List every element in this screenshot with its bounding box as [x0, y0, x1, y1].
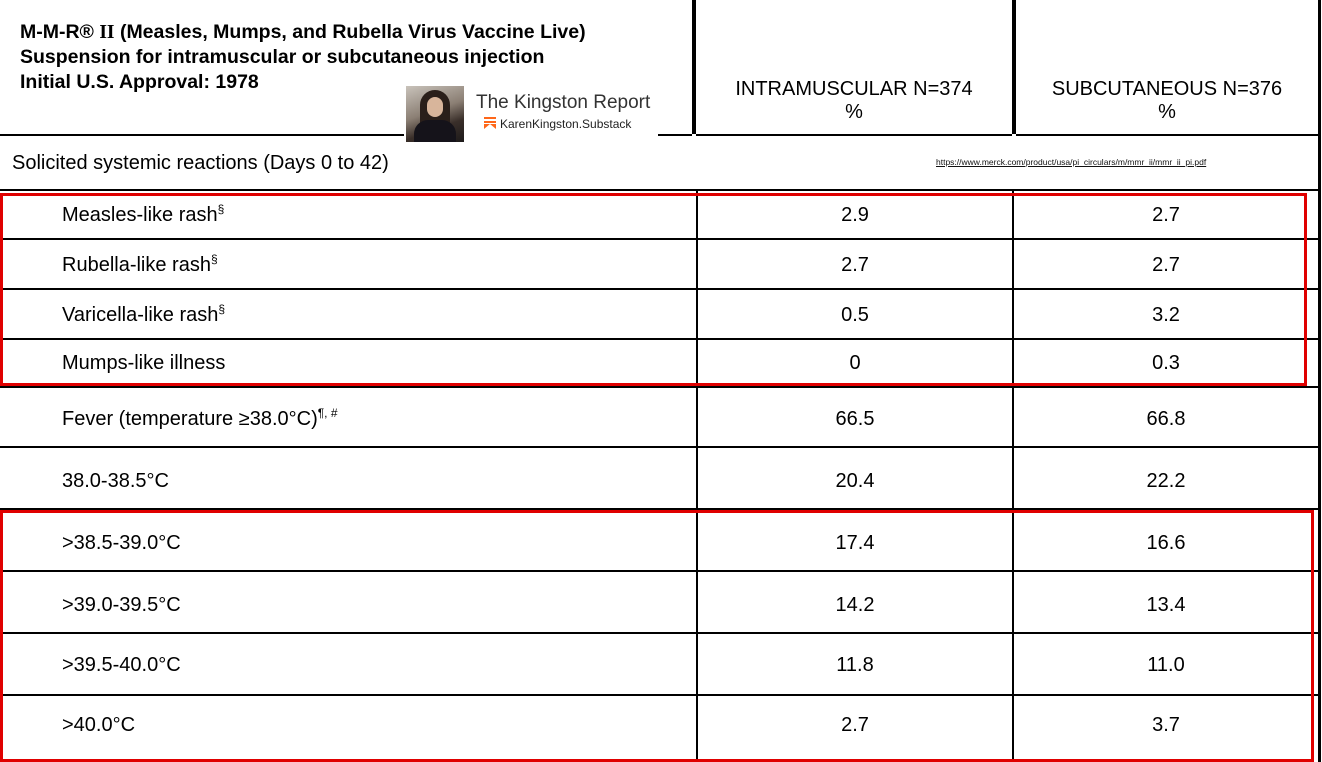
subcutaneous-value: 2.7: [1152, 254, 1180, 276]
badge-subtitle: KarenKingston.Substack: [484, 117, 631, 131]
subcutaneous-value: 16.6: [1146, 532, 1186, 554]
subcutaneous-value: 0.3: [1152, 352, 1180, 374]
subcutaneous-value: 11.0: [1147, 654, 1185, 676]
subcutaneous-value: 3.2: [1152, 304, 1180, 326]
intramuscular-value: 2.7: [841, 714, 869, 736]
section-heading: Solicited systemic reactions (Days 0 to 42): [12, 152, 389, 174]
row-label: Fever (temperature ≥38.0°C)¶, #: [62, 406, 338, 430]
row-label: >38.5-39.0°C: [62, 532, 181, 554]
table-row: [0, 388, 1318, 446]
column-header-subcutaneous-unit: %: [1158, 101, 1176, 123]
title-roman-numeral: II: [99, 22, 115, 43]
column-header-intramuscular-label: INTRAMUSCULAR N=374: [735, 78, 973, 100]
subcutaneous-value: 66.8: [1146, 408, 1186, 430]
row-label: 38.0-38.5°C: [62, 470, 169, 492]
table-row: [0, 448, 1318, 508]
column-divider: [692, 0, 696, 134]
row-label: >39.0-39.5°C: [62, 594, 181, 616]
column-header-intramuscular: [696, 0, 1012, 136]
title-line-3: Initial U.S. Approval: 1978: [20, 71, 259, 93]
column-header-intramuscular-unit: %: [845, 101, 863, 123]
source-url: https://www.merck.com/product/usa/pi_circulars/m/mmr_ii/mmr_ii_pi.pdf: [936, 157, 1207, 167]
subcutaneous-value: 2.7: [1152, 204, 1180, 226]
column-divider: [1012, 0, 1016, 134]
intramuscular-value: 2.7: [841, 254, 869, 276]
bookmark-icon: [484, 117, 496, 129]
badge-name: The Kingston Report: [476, 92, 651, 113]
table-right-border: [1318, 0, 1321, 762]
intramuscular-value: 0: [849, 352, 861, 374]
row-label: Measles-like rash§: [62, 202, 225, 226]
high-fever-rows-highlight-box: [0, 510, 1314, 762]
intramuscular-value: 11.8: [836, 654, 874, 676]
author-photo: [406, 86, 464, 142]
intramuscular-value: 2.9: [841, 204, 869, 226]
row-label: Varicella-like rash§: [62, 302, 226, 326]
row-label: Rubella-like rash§: [62, 252, 218, 276]
intramuscular-value: 17.4: [835, 532, 875, 554]
column-header-subcutaneous-label: SUBCUTANEOUS N=376: [1051, 78, 1283, 100]
subcutaneous-value: 3.7: [1152, 714, 1180, 736]
intramuscular-value: 14.2: [835, 594, 875, 616]
kingston-report-badge: [404, 84, 658, 142]
intramuscular-value: 0.5: [841, 304, 869, 326]
subcutaneous-value: 13.4: [1146, 594, 1186, 616]
title-line-2: Suspension for intramuscular or subcutaneous injection: [20, 46, 545, 68]
row-label: >40.0°C: [62, 714, 136, 736]
subcutaneous-value: 22.2: [1146, 470, 1186, 492]
column-header-subcutaneous: [1016, 0, 1318, 136]
row-label: >39.5-40.0°C: [62, 654, 181, 676]
intramuscular-value: 66.5: [835, 408, 875, 430]
row-label: Mumps-like illness: [62, 352, 226, 374]
rash-rows-highlight-box: [0, 193, 1307, 386]
title-line-1: M-M-R® II (Measles, Mumps, and Rubella Virus Vaccine Live): [20, 21, 586, 43]
intramuscular-value: 20.4: [835, 470, 875, 492]
